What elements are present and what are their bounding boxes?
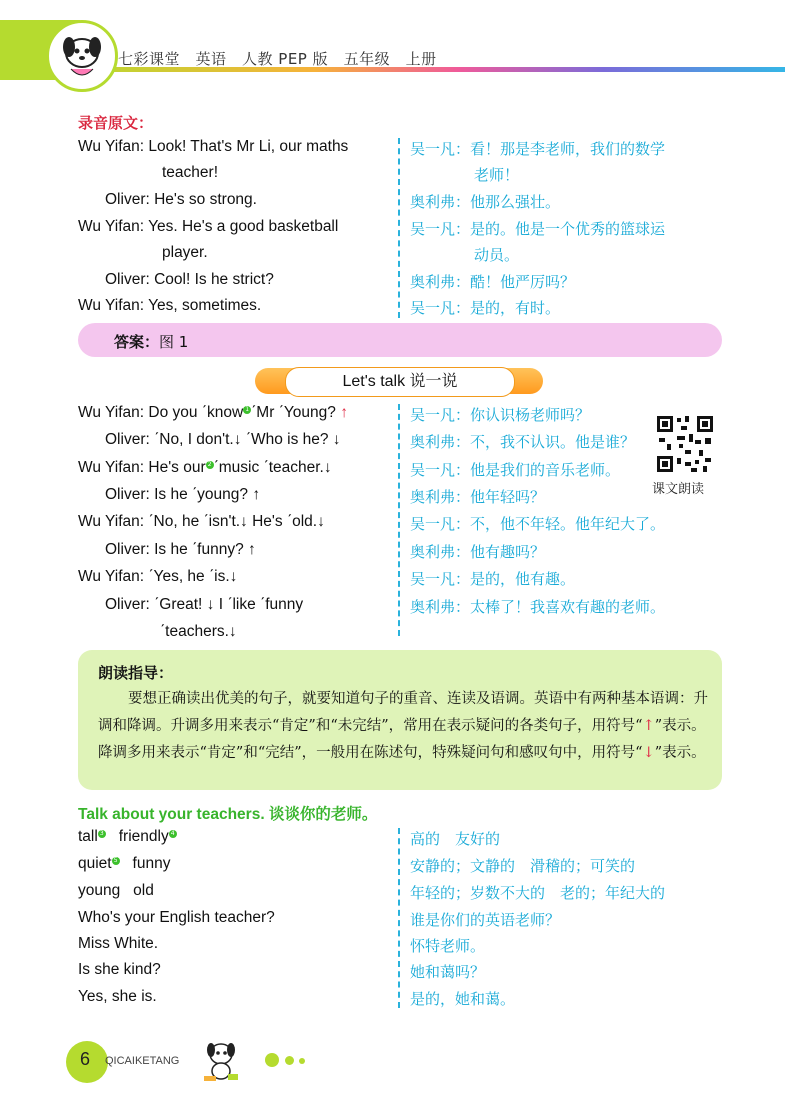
rec-line-4-en: Wu Yifan: Yes. He's a good basketball [78,218,339,235]
rec-line-6-zh: 奥利弗：酷！他严厉吗？ [410,273,576,291]
vocab-zh-1: 高的 友好的 [410,830,501,848]
vocab-zh-5: 怀特老师。 [410,937,486,955]
rec-line-4-zh: 吴一凡：是的。他是一个优秀的篮球运 [410,220,666,238]
talk-zh-5: 吴一凡：不，他不年轻。他年纪大了。 [410,515,666,533]
footer-dot-small [299,1058,305,1064]
talk-zh-7: 吴一凡：是的，他有趣。 [410,570,576,588]
talk-zh-2: 奥利弗：不，我不认识。他是谁？ [410,433,636,451]
rec-line-6-en: Oliver: Cool! Is he strict? [105,271,274,288]
vocab-line-1: tall 3 friendly 4 [78,828,177,846]
talk-line-3: Wu Yifan: He's our 2 ˊmusic ˊteacher.↓ [78,459,332,476]
rec-line-2-zh: 老师！ [474,166,520,184]
talk-line-4: Oliver: Is he ˊyoung? ↑ [105,486,261,503]
vocab-line-7: Yes, she is. [78,988,157,1005]
talk-line-7: Wu Yifan: ˊYes, he ˊis.↓ [78,568,238,585]
talk-line-9: ˊteachers.↓ [160,623,237,640]
vocab-zh-3: 年轻的；岁数不大的 老的；年纪大的 [410,884,666,902]
mascot-logo [46,20,118,92]
footer-dot-medium [285,1056,294,1065]
dog-mascot-icon [49,23,115,89]
talk-zh-4: 奥利弗：他年轻吗？ [410,488,546,506]
talk-line-5: Wu Yifan: ˊNo, he ˊisn't.↓ He's ˊold.↓ [78,513,325,530]
talk-zh-3: 吴一凡：他是我们的音乐老师。 [410,461,621,479]
vocab-line-6: Is she kind? [78,961,161,978]
vocab-zh-2: 安静的；文静的 滑稽的；可笑的 [410,857,636,875]
talk-line-8: Oliver: ˊGreat! ↓ I ˊlike ˊfunny [105,596,304,613]
rec-line-3-zh: 奥利弗：他那么强壮。 [410,193,561,211]
divider-2 [398,404,400,636]
vocab-line-5: Miss White. [78,935,159,952]
rec-line-7-en: Wu Yifan: Yes, sometimes. [78,297,262,314]
divider-1 [398,138,400,318]
vocab-title: Talk about your teachers. 谈谈你的老师。 [78,806,378,823]
rec-line-7-zh: 吴一凡：是的，有时。 [410,299,561,317]
rec-line-2-en: teacher! [162,164,219,181]
brand-text: QICAIKETANG [105,1055,180,1067]
header-title: 七彩课堂 英语 人教 PEP 版 五年级 上册 [118,50,437,68]
qr-code-icon[interactable] [655,414,715,474]
rec-line-3-en: Oliver: He's so strong. [105,191,257,208]
talk-zh-6: 奥利弗：他有趣吗？ [410,543,546,561]
rec-line-1-zh: 吴一凡：看！那是李老师，我们的数学 [410,140,666,158]
vocab-zh-7: 是的，她和蔼。 [410,990,516,1008]
talk-line-1: Wu Yifan: Do you ˊknow 1 ˊMr ˊYoung? ↑ [78,404,348,421]
rec-line-5-zh: 动员。 [474,246,520,264]
talk-zh-1: 吴一凡：你认识杨老师吗？ [410,406,591,424]
vocab-zh-4: 谁是你们的英语老师？ [410,911,561,929]
recording-title: 录音原文： [78,114,154,132]
qr-label: 课文朗读 [652,482,705,497]
talk-line-2: Oliver: ˊNo, I don't.↓ ˊWho is he? ↓ [105,431,341,448]
divider-3 [398,828,400,1008]
answer-text: 答案：图 1 [114,333,189,351]
rec-line-5-en: player. [162,244,208,261]
reading-guide-title: 朗读指导： [98,664,174,682]
footer-dot-large [265,1053,279,1067]
reading-guide-text: 要想正确读出优美的句子，就要知道句子的重音、连读及语调。英语中有两种基本语调：升调和降调。升调多用来表示“肯定”和“未完结”，常用在表示疑问的各类句子，用符号“↑”表示。降调多用来表示“肯定”和“完结”，一般用在陈述句，特殊疑问句和感叹句中，用符号“↓”表示。 [98,691,708,761]
page-number: 6 [80,1049,91,1069]
vocab-line-4: Who's your English teacher? [78,909,275,926]
talk-zh-8: 奥利弗：太棒了！我喜欢有趣的老师。 [410,598,666,616]
dog-mascot-footer-icon [196,1036,246,1086]
vocab-line-3: young old [78,882,154,899]
rec-line-1-en: Wu Yifan: Look! That's Mr Li, our maths [78,138,349,155]
talk-line-6: Oliver: Is he ˊfunny? ↑ [105,541,256,558]
vocab-line-2: quiet 5 funny [78,855,171,872]
talk-banner-title: Let's talk 说一说 [285,367,515,397]
vocab-zh-6: 她和蔼吗？ [410,963,486,981]
